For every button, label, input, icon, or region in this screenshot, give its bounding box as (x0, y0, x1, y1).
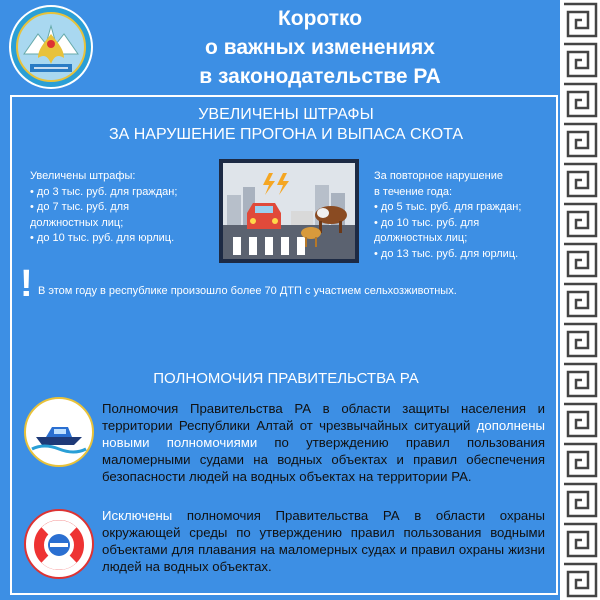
repeat-fines-list: За повторное нарушение в течение года: • до 5 тыс. руб. для граждан; • до 10 тыс. руб. для должностных лиц; • до 13 тыс. руб. для юрлиц. (374, 170, 522, 260)
header (0, 0, 560, 92)
coat-of-arms-icon (8, 4, 94, 90)
fines-list: Увеличены штрафы: • до 3 тыс. руб. для граждан; • до 7 тыс. руб. для должностных лиц; • до 10 тыс. руб. для юрлиц. (30, 170, 178, 244)
lifebuoy-logo-icon (24, 509, 94, 579)
boat-logo-icon (24, 397, 94, 467)
exclamation-icon: ! (20, 263, 33, 305)
excluded-highlight: Исключены (102, 508, 173, 523)
powers-added-paragraph: Полномочия Правительства РА в области защиты населения и территории Республики Алтай от чрезвычайных ситуаций дополнены новыми полномочиями по утверждению правил пользования маломерными судами на водных объектах и правил обеспечения безопасности людей на водных объектах на территории РА. (102, 401, 545, 484)
section1-title: УВЕЛИЧЕНЫ ШТРАФЫ ЗА НАРУШЕНИЕ ПРОГОНА И ВЫПАСА СКОТА (108, 106, 464, 143)
powers-excluded-paragraph: Исключены полномочия Правительства РА в области охраны окружающей среды по утверждению правил пользования водными объектами для плавания на маломерных судах и правил охраны жизни людей на водных объектах. (102, 508, 545, 574)
accident-note: В этом году в республике произошло более 70 ДТП с участием сельхозживотных. (38, 285, 457, 297)
content-panel (10, 95, 558, 595)
meander-pattern-icon (560, 0, 600, 600)
added-highlight: дополнены новыми полномочиями (102, 418, 545, 450)
section2-title: ПОЛНОМОЧИЯ ПРАВИТЕЛЬСТВА РА (153, 370, 419, 387)
cattle-on-road-illustration (219, 159, 359, 263)
greek-key-border (560, 0, 600, 600)
page-title: Коротко о важных изменениях в законодательстве РА (199, 7, 441, 88)
